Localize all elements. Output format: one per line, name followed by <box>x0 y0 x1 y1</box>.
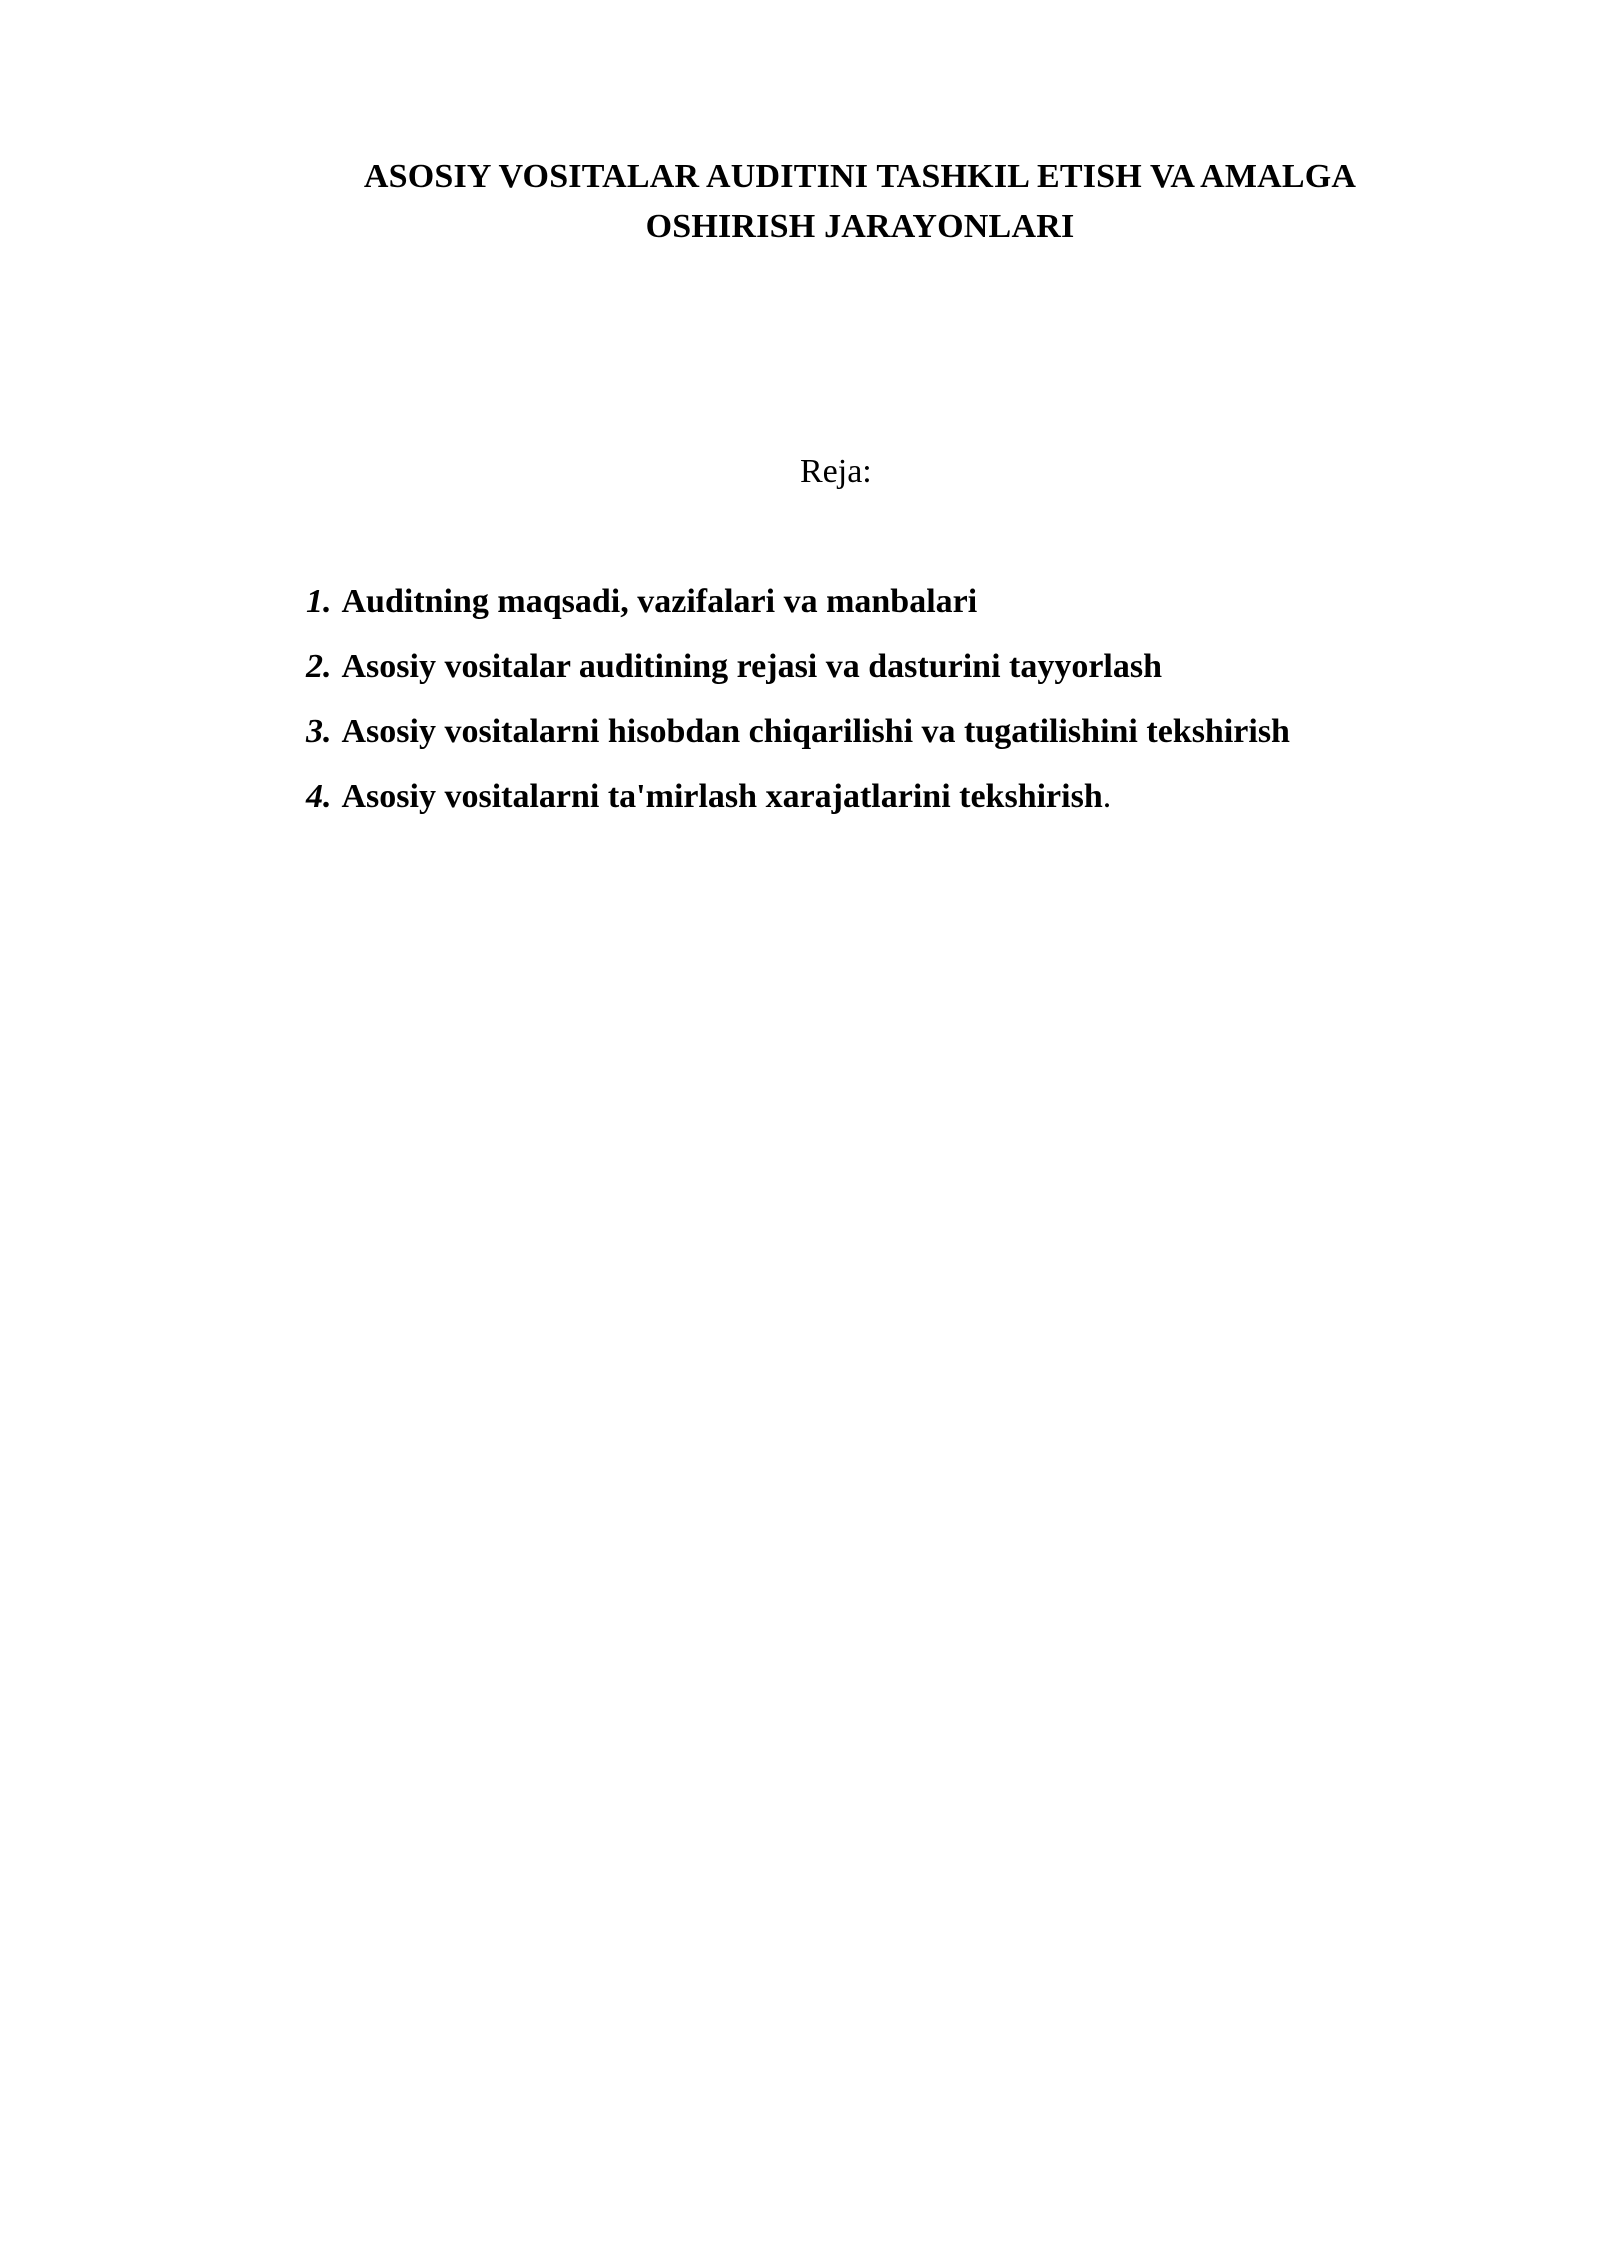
plan-item-text: Auditning maqsadi, vazifalari va manbalari <box>341 583 978 620</box>
plan-item-4 <box>306 775 1486 840</box>
plan-item-text: Asosiy vositalarni ta'mirlash xarajatlarini tekshirish <box>341 778 1103 815</box>
plan-item-text: Asosiy vositalar auditining rejasi va dasturini tayyorlash <box>341 648 1163 685</box>
plan-item-2 <box>306 645 1486 710</box>
plan-item-number: 4. <box>306 778 332 815</box>
title-line-2: OSHIRISH JARAYONLARI <box>645 208 1075 245</box>
plan-item-number: 2. <box>306 648 332 685</box>
title-line-1: ASOSIY VOSITALAR AUDITINI TASHKIL ETISH VA AMALGA <box>363 158 1357 195</box>
plan-item-3 <box>306 710 1486 775</box>
document-title <box>280 152 1440 252</box>
plan-item-text: Asosiy vositalarni hisobdan chiqarilishi va tugatilishini tekshirish <box>341 713 1290 750</box>
plan-item-number: 1. <box>306 583 332 620</box>
plan-heading: Reja: <box>800 453 872 490</box>
plan-list <box>306 580 1486 840</box>
plan-item-suffix: . <box>1102 778 1112 815</box>
plan-item-number: 3. <box>306 713 332 750</box>
plan-item-1 <box>306 580 1486 645</box>
